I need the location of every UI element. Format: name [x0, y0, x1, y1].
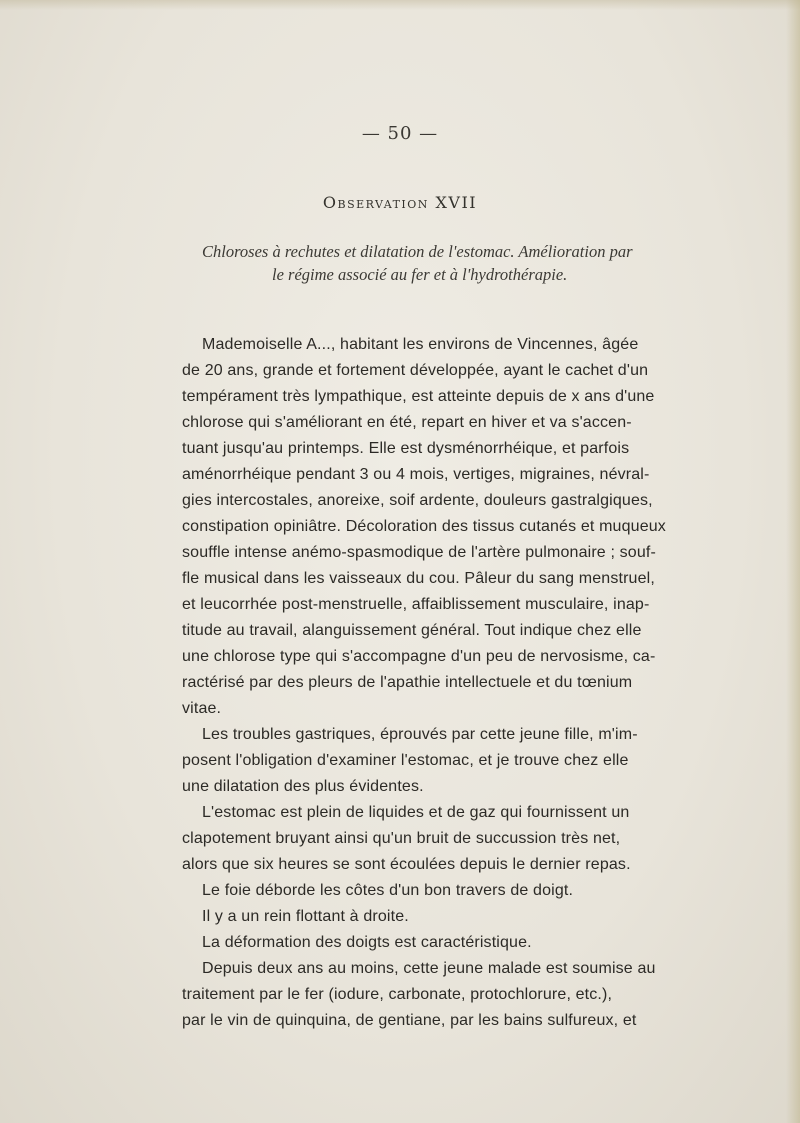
- text-line: traitement par le fer (iodure, carbonate, protochlorure, etc.),: [182, 986, 613, 1003]
- text-line: L'estomac est plein de liquides et de gaz qui fournissent un: [202, 804, 630, 821]
- text-line: une chlorose type qui s'accompagne d'un peu de nervosisme, ca-: [182, 648, 656, 665]
- observation-title: Observation XVII: [322, 193, 478, 212]
- page-number: — 50 —: [361, 123, 439, 144]
- subtitle-line: le régime associé au fer et à l'hydrothérapie.: [272, 265, 568, 284]
- text-line: constipation opiniâtre. Décoloration des tissus cutanés et muqueux: [182, 518, 666, 535]
- page-edge-right: [786, 0, 800, 1123]
- text-line: chlorose qui s'améliorant en été, repart en hiver et va s'accen-: [182, 414, 632, 431]
- text-line: Les troubles gastriques, éprouvés par cette jeune fille, m'im-: [202, 726, 638, 743]
- text-line: par le vin de quinquina, de gentiane, par les bains sulfureux, et: [182, 1012, 637, 1029]
- text-line: souffle intense anémo-spasmodique de l'artère pulmonaire ; souf-: [182, 544, 656, 561]
- text-line: La déformation des doigts est caractéristique.: [202, 934, 532, 951]
- text-line: posent l'obligation d'examiner l'estomac, et je trouve chez elle: [182, 752, 629, 769]
- page-edge-top: [0, 0, 800, 10]
- text-line: Depuis deux ans au moins, cette jeune malade est soumise au: [202, 960, 656, 977]
- text-line: alors que six heures se sont écoulées depuis le dernier repas.: [182, 856, 631, 873]
- text-line: de 20 ans, grande et fortement développée, ayant le cachet d'un: [182, 362, 649, 379]
- text-line: et leucorrhée post-menstruelle, affaiblissement musculaire, inap-: [182, 596, 650, 613]
- subtitle-line: Chloroses à rechutes et dilatation de l'estomac. Amélioration par: [202, 242, 633, 261]
- text-line: gies intercostales, anoreixe, soif ardente, douleurs gastralgiques,: [182, 492, 653, 509]
- text-line: une dilatation des plus évidentes.: [182, 778, 424, 795]
- text-line: Le foie déborde les côtes d'un bon travers de doigt.: [202, 882, 574, 899]
- observation-subtitle: [202, 240, 782, 286]
- text-line: ractérisé par des pleurs de l'apathie intellectuele et du tœnium: [182, 674, 633, 691]
- text-line: vitae.: [182, 700, 222, 717]
- text-line: titude au travail, alanguissement général. Tout indique chez elle: [182, 622, 642, 639]
- text-line: Mademoiselle A..., habitant les environs de Vincennes, âgée: [202, 336, 639, 353]
- text-line: tuant jusqu'au printemps. Elle est dysménorrhéique, et parfois: [182, 440, 630, 457]
- text-line: fle musical dans les vaisseaux du cou. Pâleur du sang menstruel,: [182, 570, 655, 587]
- text-line: clapotement bruyant ainsi qu'un bruit de succussion très net,: [182, 830, 621, 847]
- text-line: tempérament très lympathique, est atteinte depuis de x ans d'une: [182, 388, 655, 405]
- text-line: Il y a un rein flottant à droite.: [202, 908, 409, 925]
- text-line: aménorrhéique pendant 3 ou 4 mois, vertiges, migraines, névral-: [182, 466, 650, 483]
